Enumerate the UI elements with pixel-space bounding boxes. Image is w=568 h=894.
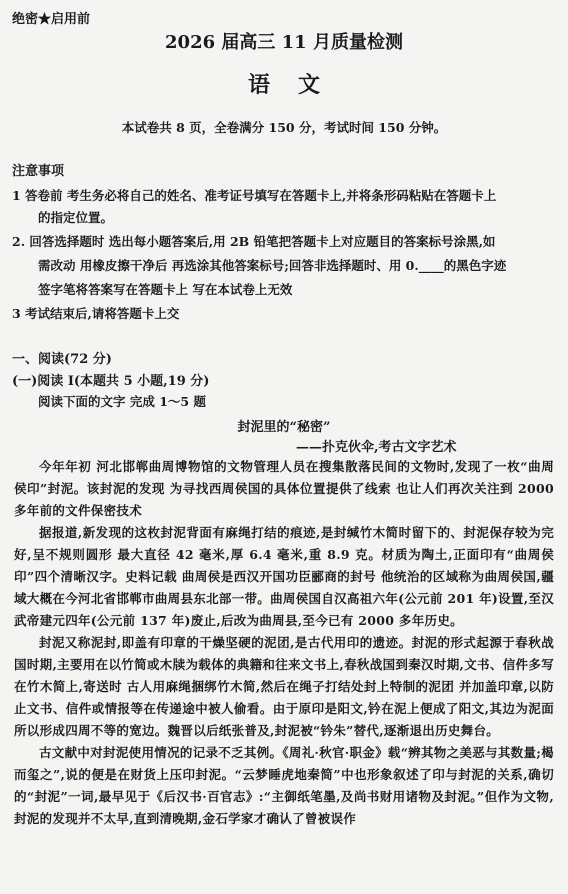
notice-line: 需改动 用橡皮擦干净后 再选涂其他答案标号;回答非选择题时、用 0.____的黑色字迹 bbox=[38, 258, 507, 273]
notice-line: 3 考试结束后,请将答题卡上交 bbox=[12, 306, 180, 321]
section-instruction: 阅读下面的文字 完成 1～5 题 bbox=[38, 394, 206, 409]
article-paragraph: 据报道,新发现的这枚封泥背面有麻绳打结的痕迹,是封缄竹木简时留下的、封泥保存较为完好,呈不规则圆形 最大直径 42 毫米,厚 6.4 毫米,重 8.9 克。材质为陶土,正面印有“曲周侯印”四个清晰汉字。史料记载 曲周侯是西汉开国功臣郦商的封号 他统治的区域称为曲周侯国,疆域大概在今河北省邯郸市曲周县东北部一带。曲周侯国自汉高祖六年(公元前 201 年)设置,至汉武帝建元四年(公元前 137 年)废止,后改为曲周县,至今已有 2000 多年历史。 bbox=[14, 525, 554, 628]
exam-info: 本试卷共 8 页，全卷满分 150 分，考试时间 150 分钟。 bbox=[121, 120, 447, 135]
subject-title: 语文 bbox=[247, 72, 348, 98]
article-paragraph: 古文献中对封泥使用情况的记录不乏其例。《周礼·秋官·职金》载“辨其物之美恶与其数量;楬而玺之”,说的便是在财货上压印封泥。“云梦睡虎地秦简”中也形象叙述了印与封泥的关系,确切的“封泥”一词,最早见于《后汉书·百官志》:“主御纸笔墨,及尚书财用诸物及封泥。”但作为文物,封泥的发现并不太早,直到清晚期,金石学家才确认了曾被误作 bbox=[14, 745, 554, 826]
article-paragraph: 封泥又称泥封,即盖有印章的干燥坚硬的泥团,是古代用印的遗迹。封泥的形式起源于春秋战国时期,主要用在以竹简或木牍为载体的典籍和往来文书上,春秋战国到秦汉时期,文书、信件多写在竹木简上,寄送时 古人用麻绳捆绑竹木简,然后在绳子打结处封上特制的泥团 并加盖印章,以防止文书、信件或情报等在传递途中被人偷看。由于原印是阳文,钤在泥上便成了阳文,其边为泥面 所以形成四周不等的宽边。魏晋以后纸张普及,封泥被“钤朱”替代,逐渐退出历史舞台。 bbox=[14, 635, 554, 738]
notice-heading: 注意事项 bbox=[12, 164, 65, 179]
secret-label: 绝密★启用前 bbox=[12, 12, 91, 27]
exam-title: 2026 届高三 11 月质量检测 bbox=[165, 32, 403, 53]
notice-line: 2. 回答选择题时 选出每小题答案后,用 2B 铅笔把答题卡上对应题目的答案标号涂黑,如 bbox=[12, 234, 496, 249]
section-heading: 一、阅读(72 分) bbox=[12, 352, 112, 367]
notice-line: 的指定位置。 bbox=[38, 210, 114, 225]
article-paragraph: 今年年初 河北邯郸曲周博物馆的文物管理人员在搜集散落民间的文物时,发现了一枚“曲周侯印”封泥。该封泥的发现 为寻找西周侯国的具体位置提供了线索 也让人们再次关注到 2000 多年前的文件保密技术 bbox=[14, 459, 554, 518]
article-title: 封泥里的“秘密” bbox=[237, 420, 331, 435]
notice-line: 签字笔将答案写在答题卡上 写在本试卷上无效 bbox=[38, 282, 293, 297]
article-author: ——扑克伙伞,考古文字艺术 bbox=[296, 440, 457, 455]
notice-line: 1 答卷前 考生务必将自己的姓名、准考证号填写在答题卡上,并将条形码粘贴在答题卡上 bbox=[12, 188, 497, 203]
section-subheading: (一)阅读 Ⅰ(本题共 5 小题,19 分) bbox=[12, 374, 210, 389]
article-body bbox=[14, 456, 554, 830]
